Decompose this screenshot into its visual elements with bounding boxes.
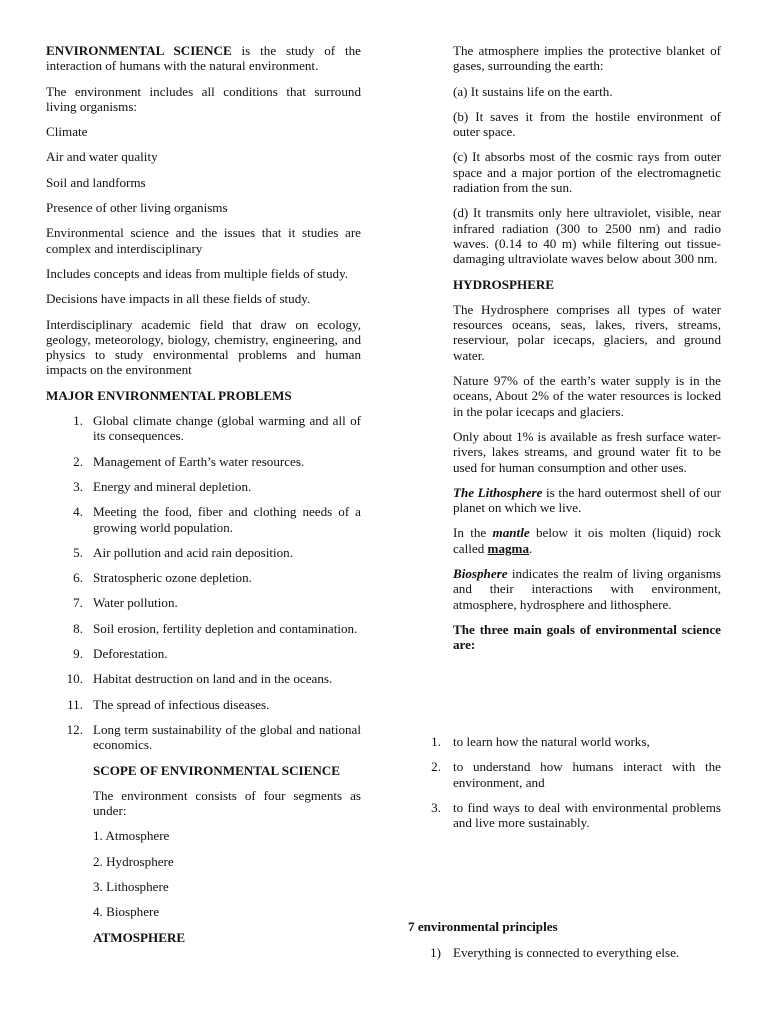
list-text: Water pollution. <box>93 595 178 611</box>
goals-list <box>415 734 721 840</box>
problems-heading: MAJOR ENVIRONMENTAL PROBLEMS <box>46 387 292 403</box>
intro-paragraph <box>46 43 361 74</box>
list-text: Meeting the food, fiber and clothing needs of a growing world population. <box>93 504 361 535</box>
principles-heading: 7 environmental principles <box>408 919 558 934</box>
hydrosphere-heading: HYDROSPHERE <box>453 276 555 292</box>
list-number: 11. <box>67 696 83 712</box>
lithosphere-term: The Lithosphere <box>453 484 543 500</box>
segment-item: 2. Hydrosphere <box>93 853 174 869</box>
list-item <box>46 504 361 535</box>
list-number: 2. <box>431 759 441 775</box>
biosphere-term: Biosphere <box>453 566 508 582</box>
decisions-paragraph: Decisions have impacts in all these fields of study. <box>46 291 311 307</box>
list-text: Management of Earth’s water resources. <box>93 453 305 469</box>
segment-item: 3. Lithosphere <box>93 878 169 894</box>
list-text: Long term sustainability of the global and national economics. <box>93 721 361 753</box>
list-item <box>415 800 721 831</box>
biosphere-paragraph <box>453 566 721 612</box>
list-item <box>46 722 361 753</box>
lithosphere-paragraph <box>453 485 721 516</box>
list-item <box>46 570 361 585</box>
hydrosphere-paragraph: Nature 97% of the earth’s water supply is in the oceans, About 2% of the water resources is locked in the polar icecaps and glaciers. <box>453 373 721 419</box>
list-number: 2. <box>73 453 83 469</box>
magma-term: magma <box>487 540 529 556</box>
list-number: 1. <box>73 413 83 429</box>
segment-item: 1. Atmosphere <box>93 828 170 844</box>
atmosphere-point: (c) It absorbs most of the cosmic rays from outer space and a major portion of the electromagnetic radiation from the sun. <box>453 149 721 196</box>
atmosphere-heading: ATMOSPHERE <box>93 929 186 945</box>
problems-list <box>46 413 361 752</box>
list-text: to learn how the natural world works, <box>453 734 650 749</box>
condition-item: Climate <box>46 124 88 140</box>
list-number: 1. <box>431 734 441 749</box>
list-number: 1) <box>430 945 441 960</box>
condition-item: Air and water quality <box>46 149 158 165</box>
mantle-text-start: In the <box>453 525 493 541</box>
list-text: Global climate change (global warming and all of its consequences. <box>93 413 361 444</box>
condition-item: Soil and landforms <box>46 174 146 190</box>
list-item <box>46 545 361 560</box>
list-item <box>46 595 361 610</box>
list-item <box>46 646 361 661</box>
list-number: 5. <box>73 544 83 560</box>
atmosphere-intro: The atmosphere implies the protective blanket of gases, surrounding the earth: <box>453 43 721 74</box>
list-number: 6. <box>73 570 83 586</box>
list-text: to find ways to deal with environmental problems and live more sustainably. <box>453 799 721 831</box>
list-item <box>46 479 361 494</box>
lithosphere-text: is the hard outermost shell of our planet on which we live. <box>453 484 721 516</box>
right-column <box>453 43 721 663</box>
list-number: 7. <box>73 595 83 611</box>
list-text: Energy and mineral depletion. <box>93 478 252 494</box>
list-number: 9. <box>73 646 83 662</box>
biosphere-text: indicates the realm of living organisms and their interactions with environment, atmosphere, hydrosphere and lithosphere. <box>453 566 721 612</box>
hydrosphere-paragraph: The Hydrosphere comprises all types of water resources oceans, seas, lakes, rivers, streams, reserviour, polar icecaps, glaciers, and ground water. <box>453 301 721 363</box>
segments-intro: The environment consists of four segments as under: <box>93 787 361 819</box>
list-number: 10. <box>66 671 83 687</box>
concepts-paragraph: Includes concepts and ideas from multiple fields of study. <box>46 265 349 281</box>
list-number: 3. <box>73 478 83 494</box>
list-text: Deforestation. <box>93 646 168 662</box>
environment-includes-paragraph: The environment includes all conditions that surround living organisms: <box>46 83 361 114</box>
list-text: Habitat destruction on land and in the oceans. <box>93 671 333 687</box>
atmosphere-point: (b) It saves it from the hostile environment of outer space. <box>453 108 721 140</box>
list-item <box>415 734 721 749</box>
intro-text: is the study of the interaction of humans with the natural environment. <box>46 43 361 74</box>
list-item <box>415 759 721 790</box>
list-text: Stratospheric ozone depletion. <box>93 570 252 586</box>
interdisciplinary-paragraph: Interdisciplinary academic field that draw on ecology, geology, meteorology, biology, chemistry, engineering, and physics to study environmental problems and human impacts on the environment <box>46 316 361 378</box>
list-text: The spread of infectious diseases. <box>93 696 270 712</box>
list-text: to understand how humans interact with the environment, and <box>453 759 721 790</box>
left-column <box>46 43 361 955</box>
hydrosphere-paragraph: Only about 1% is available as fresh surface water-rivers, lakes streams, and ground water fit to be used for human consumption and other uses. <box>453 428 721 475</box>
list-number: 3. <box>431 799 441 815</box>
list-item <box>46 621 361 636</box>
segment-item: 4. Biosphere <box>93 904 160 920</box>
list-item <box>415 945 721 960</box>
mantle-text: below it ois molten (liquid) rock called <box>453 525 722 556</box>
mantle-paragraph <box>453 525 721 556</box>
goals-heading <box>453 622 721 653</box>
list-item <box>46 697 361 712</box>
principles-list <box>415 945 721 960</box>
list-number: 8. <box>73 620 83 636</box>
atmosphere-point: (d) It transmits only here ultraviolet, visible, near infrared radiation (300 to 2500 nm) and radio waves. (0.14 to 40 m) while filtering out tissue- damaging ultraviolate waves below about 300 nm. <box>453 205 721 267</box>
goals-heading-text: The three main goals of environmental science are: <box>453 621 721 653</box>
mantle-term: mantle <box>492 525 530 541</box>
complex-paragraph: Environmental science and the issues that it studies are complex and interdisciplinary <box>46 225 361 256</box>
scope-heading: SCOPE OF ENVIRONMENTAL SCIENCE <box>93 762 340 778</box>
list-item <box>46 413 361 444</box>
list-number: 12. <box>66 721 83 737</box>
atmosphere-point: (a) It sustains life on the earth. <box>453 83 613 99</box>
list-text: Air pollution and acid rain deposition. <box>93 544 294 560</box>
condition-item: Presence of other living organisms <box>46 200 228 216</box>
intro-title: ENVIRONMENTAL SCIENCE <box>46 43 232 58</box>
list-number: 4. <box>73 504 83 520</box>
list-text: Soil erosion, fertility depletion and contamination. <box>93 620 358 636</box>
list-item <box>46 454 361 469</box>
list-text: Everything is connected to everything else. <box>453 945 680 960</box>
list-item <box>46 671 361 686</box>
mantle-text-end: . <box>529 540 533 556</box>
